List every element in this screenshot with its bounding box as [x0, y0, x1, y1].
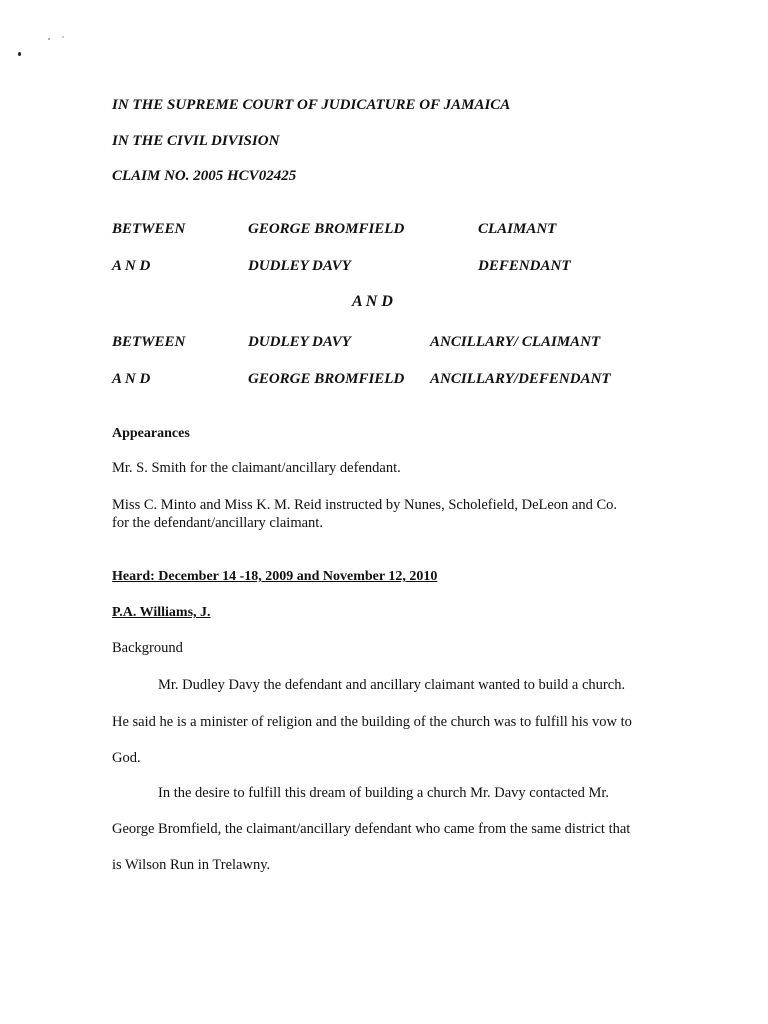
- judge-name: P.A. Williams, J.: [112, 605, 211, 620]
- party-row4-name: GEORGE BROMFIELD: [248, 371, 405, 387]
- division-title: IN THE CIVIL DIVISION: [112, 133, 280, 149]
- and-separator: A N D: [352, 293, 393, 310]
- body-paragraph1-line1: Mr. Dudley Davy the defendant and ancillary claimant wanted to build a church.: [158, 677, 626, 693]
- appearance-defendant-line2: for the defendant/ancillary claimant.: [112, 515, 323, 531]
- body-paragraph1-line3: God.: [112, 750, 141, 766]
- court-title: IN THE SUPREME COURT OF JUDICATURE OF JAMAICA: [112, 97, 511, 113]
- party-row2-role: DEFENDANT: [478, 258, 571, 274]
- scan-speck: [62, 36, 64, 38]
- body-paragraph2-line3: is Wilson Run in Trelawny.: [112, 857, 271, 873]
- scan-speck: [48, 38, 50, 40]
- party-row4-label: A N D: [112, 371, 151, 387]
- party-row4-role: ANCILLARY/DEFENDANT: [430, 371, 611, 387]
- party-row1-name: GEORGE BROMFIELD: [248, 221, 405, 237]
- party-row3-name: DUDLEY DAVY: [248, 334, 351, 350]
- body-paragraph1-line2: He said he is a minister of religion and the building of the church was to fulfill his vow to: [112, 714, 632, 730]
- party-row2-label: A N D: [112, 258, 151, 274]
- section-heading: Background: [112, 640, 183, 656]
- party-row1-role: CLAIMANT: [478, 221, 557, 237]
- scan-speck: [18, 52, 21, 56]
- party-row3-role: ANCILLARY/ CLAIMANT: [430, 334, 601, 350]
- appearances-heading: Appearances: [112, 426, 190, 441]
- appearance-claimant: Mr. S. Smith for the claimant/ancillary defendant.: [112, 460, 401, 476]
- party-row2-name: DUDLEY DAVY: [248, 258, 351, 274]
- party-row1-label: BETWEEN: [112, 221, 186, 237]
- body-paragraph2-line2: George Bromfield, the claimant/ancillary defendant who came from the same district that: [112, 821, 631, 837]
- body-paragraph2-line1: In the desire to fulfill this dream of building a church Mr. Davy contacted Mr.: [158, 785, 609, 801]
- party-row3-label: BETWEEN: [112, 334, 186, 350]
- appearance-defendant-line1: Miss C. Minto and Miss K. M. Reid instructed by Nunes, Scholefield, DeLeon and Co.: [112, 497, 618, 513]
- claim-number: CLAIM NO. 2005 HCV02425: [112, 168, 297, 184]
- heard-dates: Heard: December 14 -18, 2009 and November 12, 2010: [112, 569, 438, 584]
